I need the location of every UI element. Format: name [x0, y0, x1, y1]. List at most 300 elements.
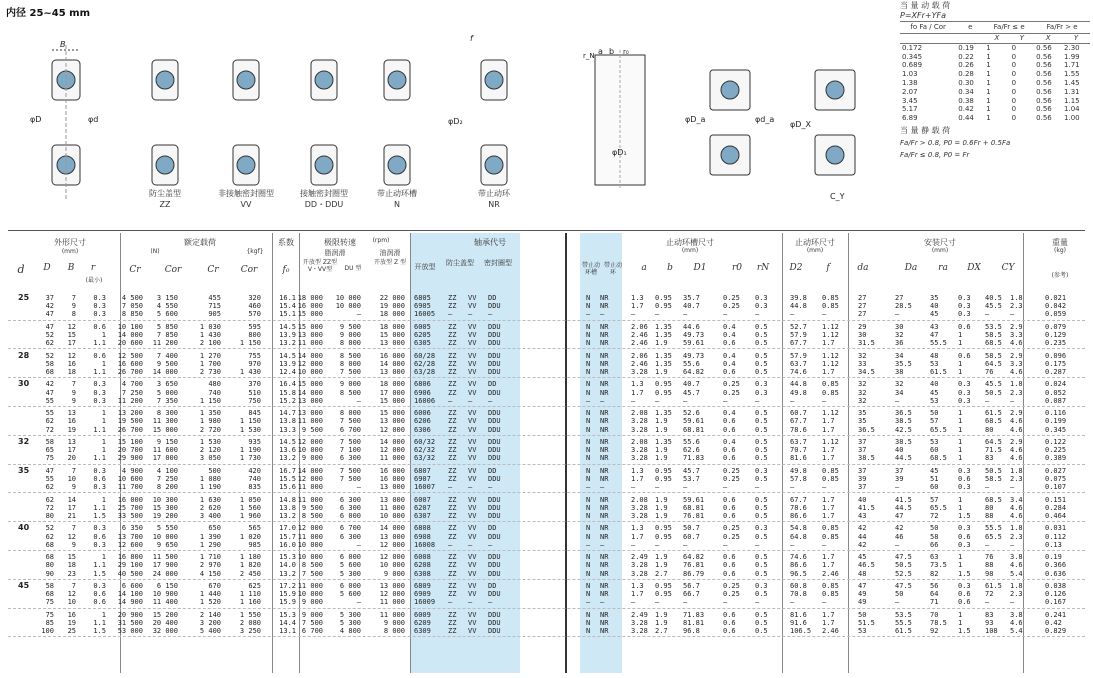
- group-divider: [8, 521, 1085, 522]
- table-cell: 480: [208, 380, 221, 389]
- table-cell: 2.3: [1010, 475, 1023, 483]
- table-cell: 13.8: [279, 503, 296, 512]
- table-cell: 3 250: [239, 627, 261, 636]
- table-cell: 22 000: [379, 294, 405, 302]
- table-cell: ZZ: [448, 495, 457, 504]
- table-cell: 3.28: [631, 368, 648, 376]
- hdr-coef: 系数: [278, 238, 294, 247]
- table-cell: 420: [248, 466, 261, 475]
- table-cell: 35.5: [895, 359, 912, 368]
- table-cell: 15 000: [379, 396, 405, 405]
- table-cell: 1.5: [958, 569, 971, 578]
- table-cell: 0.6: [958, 590, 971, 599]
- table-cell: VV: [468, 532, 477, 541]
- table-cell: 9 000: [301, 454, 323, 463]
- table-cell: 6 600: [121, 582, 143, 590]
- table-cell: 13 000: [379, 495, 405, 504]
- table-cell: —: [586, 483, 591, 492]
- table-cell: 0.6: [723, 454, 736, 463]
- table-cell: 0.5: [755, 417, 768, 426]
- hdr-rated-load: 额定载荷: [184, 238, 216, 247]
- table-cell: 0.3: [958, 388, 971, 397]
- table-cell: 12 000: [379, 540, 405, 549]
- table-cell: NR: [600, 582, 609, 590]
- table-cell: 9 000: [383, 619, 405, 627]
- table-cell: 6306: [414, 425, 431, 434]
- table-cell: 0.052: [1045, 388, 1067, 397]
- table-cell: 14 000: [297, 351, 323, 360]
- table-cell: 5 400: [199, 627, 221, 636]
- table-top-rule: [8, 230, 1085, 231]
- bore-diameter: 25: [18, 293, 30, 302]
- table-cell: 52.7: [790, 322, 807, 331]
- table-cell: 1.9: [655, 619, 668, 627]
- table-cell: 15.6: [279, 483, 296, 492]
- table-cell: NR: [600, 331, 609, 339]
- group-divider: [8, 406, 1085, 407]
- table-cell: 1: [958, 561, 963, 570]
- bearing-section-n: [384, 60, 410, 185]
- table-cell: 1: [958, 553, 963, 562]
- table-cell: 1.1: [93, 619, 106, 627]
- table-cell: —: [895, 483, 900, 492]
- bore-diameter: 35: [18, 465, 30, 475]
- table-cell: 50.5: [985, 466, 1002, 475]
- table-cell: 13 000: [297, 396, 323, 405]
- table-cell: 0.25: [723, 302, 740, 311]
- table-cell: 60.7: [790, 409, 807, 418]
- table-cell: 50: [930, 409, 939, 418]
- table-cell: 6 700: [339, 524, 361, 533]
- table-cell: DDU: [488, 561, 501, 570]
- table-cell: DDU: [488, 454, 501, 463]
- table-cell: 55.6: [683, 359, 700, 368]
- table-cell: 13.3: [279, 425, 296, 434]
- table-cell: 55: [45, 396, 54, 405]
- table-cell: 4 550: [156, 302, 178, 311]
- table-cell: 0.5: [755, 351, 768, 360]
- table-cell: 6 300: [339, 454, 361, 463]
- table-cell: 0.284: [1045, 503, 1067, 512]
- table-cell: 14.5: [279, 351, 296, 360]
- table-cell: 8 300: [156, 409, 178, 418]
- label-r0: r₀: [623, 48, 629, 56]
- table-cell: 0.85: [822, 475, 839, 483]
- table-cell: 1.3: [631, 582, 644, 590]
- table-cell: 12 000: [379, 590, 405, 599]
- table-cell: 67.7: [790, 417, 807, 426]
- table-cell: 0.112: [1045, 532, 1067, 541]
- table-cell: 0.3: [755, 388, 768, 397]
- table-cell: 72: [985, 590, 994, 599]
- table-cell: 7: [71, 294, 76, 302]
- table-cell: 64.82: [683, 368, 705, 376]
- table-cell: 6007: [414, 495, 431, 504]
- table-cell: 42: [858, 524, 867, 533]
- table-cell: 70.7: [790, 446, 807, 455]
- table-cell: —: [655, 483, 660, 492]
- table-cell: 63: [930, 553, 939, 562]
- table-cell: 64.8: [790, 532, 807, 541]
- table-cell: VV: [468, 590, 477, 599]
- table-cell: 16 000: [379, 351, 405, 360]
- table-cell: DDU: [488, 351, 501, 360]
- table-cell: 42: [895, 524, 904, 533]
- table-cell: 3.3: [1010, 331, 1023, 339]
- table-cell: 4 900: [121, 466, 143, 475]
- table-cell: 16 600: [117, 359, 143, 368]
- table-cell: 1.3: [631, 294, 644, 302]
- table-cell: 14.7: [279, 409, 296, 418]
- table-cell: 30: [858, 331, 867, 339]
- table-cell: —: [822, 310, 827, 319]
- table-cell: 5 300: [339, 619, 361, 627]
- table-cell: 2.49: [631, 553, 648, 562]
- table-cell: DDU: [488, 553, 501, 562]
- table-cell: NR: [600, 495, 609, 504]
- table-cell: 3.28: [631, 619, 648, 627]
- table-cell: 1 530: [199, 438, 221, 446]
- table-cell: 55: [45, 475, 54, 483]
- table-cell: —: [631, 310, 636, 319]
- table-cell: ZZ: [448, 582, 457, 590]
- table-cell: —: [822, 483, 827, 492]
- table-cell: 3 400: [199, 512, 221, 520]
- label-a: a: [598, 47, 603, 56]
- label-DX: φD_X: [790, 120, 811, 129]
- table-cell: 7 500: [301, 569, 323, 578]
- table-cell: 0.25: [723, 590, 740, 599]
- table-cell: 6305: [414, 339, 431, 348]
- table-cell: —: [488, 540, 493, 549]
- table-cell: 1.7: [822, 417, 835, 426]
- table-cell: 18 000: [297, 294, 323, 302]
- caption-vv: 非接触密封圈型 VV: [218, 189, 274, 209]
- table-cell: 9 500: [301, 425, 323, 434]
- table-cell: 1: [958, 368, 963, 376]
- table-cell: 53: [930, 396, 939, 405]
- table-cell: NR: [600, 409, 609, 418]
- table-cell: 0.85: [822, 380, 839, 389]
- table-cell: —: [683, 396, 688, 405]
- table-cell: N: [586, 619, 591, 627]
- table-cell: 2.7: [655, 569, 668, 578]
- table-cell: 4.6: [1010, 339, 1023, 348]
- table-cell: 78.5: [930, 619, 947, 627]
- table-cell: 10 900: [152, 590, 178, 599]
- table-cell: 1.3: [631, 466, 644, 475]
- table-cell: 30: [895, 322, 904, 331]
- table-cell: 63/28: [414, 368, 436, 376]
- table-cell: 2.3: [1010, 302, 1023, 311]
- table-cell: ZZ: [448, 425, 457, 434]
- table-cell: 31 500: [117, 619, 143, 627]
- table-cell: 106.5: [790, 627, 812, 636]
- table-cell: 75: [45, 610, 54, 619]
- table-cell: 0.6: [723, 425, 736, 434]
- table-cell: 68: [45, 553, 54, 562]
- table-cell: 57: [930, 495, 939, 504]
- table-cell: NR: [600, 454, 609, 463]
- table-cell: 9 500: [339, 322, 361, 331]
- table-cell: 1.8: [1010, 380, 1023, 389]
- table-cell: 0.5: [755, 532, 768, 541]
- table-cell: 42: [858, 540, 867, 549]
- table-cell: —: [356, 598, 361, 607]
- table-cell: 2 970: [199, 561, 221, 570]
- table-cell: 0.3: [93, 302, 106, 311]
- table-cell: 500: [208, 466, 221, 475]
- table-cell: 5 300: [339, 610, 361, 619]
- table-cell: 4 150: [199, 569, 221, 578]
- table-cell: 56: [930, 582, 939, 590]
- table-cell: 27: [858, 302, 867, 311]
- table-cell: 38: [895, 368, 904, 376]
- table-cell: 1.9: [655, 417, 668, 426]
- table-cell: 935: [248, 438, 261, 446]
- table-cell: 16006: [414, 396, 436, 405]
- table-cell: 14 000: [297, 388, 323, 397]
- table-cell: 2.9: [1010, 438, 1023, 446]
- table-cell: N: [586, 368, 591, 376]
- table-cell: ZZ: [448, 454, 457, 463]
- table-cell: 15.7: [279, 532, 296, 541]
- table-cell: 0.3: [958, 466, 971, 475]
- table-cell: VV: [468, 425, 477, 434]
- table-cell: —: [356, 540, 361, 549]
- table-cell: 1: [958, 610, 963, 619]
- caption-n: 带止动环槽 N: [377, 189, 417, 209]
- table-cell: ZZ: [448, 524, 457, 533]
- table-cell: 40.7: [683, 302, 700, 311]
- table-cell: 3 150: [156, 294, 178, 302]
- group-divider: [8, 320, 1085, 321]
- table-cell: —: [468, 396, 473, 405]
- table-cell: 8 000: [339, 409, 361, 418]
- table-cell: 36: [895, 339, 904, 348]
- table-cell: 64.5: [985, 359, 1002, 368]
- table-cell: 68: [45, 590, 54, 599]
- table-cell: 0.6: [723, 569, 736, 578]
- table-cell: N: [586, 417, 591, 426]
- table-cell: 19 000: [379, 302, 405, 311]
- table-cell: 13 000: [379, 417, 405, 426]
- table-cell: 83: [985, 454, 994, 463]
- table-cell: 1.9: [655, 368, 668, 376]
- table-cell: 67.7: [790, 339, 807, 348]
- table-cell: 44.6: [683, 322, 700, 331]
- table-cell: 0.3: [93, 380, 106, 389]
- table-cell: ZZ: [448, 302, 457, 311]
- table-cell: DD: [488, 380, 497, 389]
- table-cell: 1 150: [199, 396, 221, 405]
- table-cell: 15 300: [152, 503, 178, 512]
- static-load-formula-2: Fa/Fr ≤ 0.8, P0 = Fr: [900, 150, 970, 159]
- table-cell: 1: [101, 359, 106, 368]
- table-cell: NR: [600, 475, 609, 483]
- static-load-title: 当 量 静 载 荷: [900, 125, 951, 135]
- table-cell: 0.25: [723, 475, 740, 483]
- table-cell: VV: [468, 466, 477, 475]
- table-cell: VV: [468, 302, 477, 311]
- table-cell: 55.5: [895, 619, 912, 627]
- table-cell: 0.25: [723, 532, 740, 541]
- table-cell: 13.8: [279, 417, 296, 426]
- bearing-section-zz: [152, 60, 178, 185]
- group-divider: [8, 579, 1085, 580]
- table-cell: 3 200: [199, 619, 221, 627]
- table-cell: 6 000: [339, 512, 361, 520]
- table-cell: 62: [45, 495, 54, 504]
- table-cell: 1.35: [655, 438, 672, 446]
- col-gt: Fa/Fr > e: [1034, 22, 1090, 34]
- table-cell: 72: [930, 512, 939, 520]
- hdr-outer-dims: 外形尺寸: [54, 238, 86, 247]
- table-cell: 460: [248, 302, 261, 311]
- table-cell: 0.3: [93, 310, 106, 319]
- table-cell: 59.61: [683, 339, 705, 348]
- table-cell: 49.8: [790, 388, 807, 397]
- table-cell: —: [985, 540, 990, 549]
- table-cell: 16.0: [279, 540, 296, 549]
- table-cell: 0.5: [755, 503, 768, 512]
- table-cell: 62/28: [414, 359, 436, 368]
- table-cell: 1: [958, 409, 963, 418]
- table-cell: 17: [67, 503, 76, 512]
- table-cell: 15: [67, 553, 76, 562]
- equivalent-load-table: fo Fa / Cor e Fa/Fr ≤ e Fa/Fr > e X Y X Y 0.172 0.19 1 0 0.56 2.30 0.345 0.22 1 0 0.56 1.99 0.689 0.26 1 0 0.56 1.71 1.03 0.28 1 0 0.56 1.55 1.38 0.30 1 0 0.56 1.45 2.07 0.34 1 0 0.56 1.31 3.45 0.38 1 0 0.56 1.15 5.17 0.42 1 0 0.56 1.04 6.89 0.44 1 0 0.56 1.00: [900, 21, 1090, 123]
- table-cell: 0.042: [1045, 302, 1067, 311]
- table-cell: —: [468, 598, 473, 607]
- table-cell: 1: [958, 454, 963, 463]
- table-cell: —: [655, 310, 660, 319]
- table-cell: 0.85: [822, 466, 839, 475]
- table-cell: ZZ: [448, 532, 457, 541]
- table-cell: 11 000: [297, 339, 323, 348]
- bore-diameter: 40: [18, 523, 30, 533]
- table-cell: 17: [67, 446, 76, 455]
- table-cell: 1 350: [199, 409, 221, 418]
- table-cell: 1.9: [655, 495, 668, 504]
- table-cell: 37: [858, 483, 867, 492]
- table-cell: 49.73: [683, 351, 705, 360]
- table-cell: 320: [248, 294, 261, 302]
- table-cell: ZZ: [448, 409, 457, 418]
- bore-diameter: 45: [18, 581, 30, 590]
- table-cell: 81.6: [790, 454, 807, 463]
- table-cell: NR: [600, 302, 609, 311]
- table-cell: 715: [208, 302, 221, 311]
- table-cell: 17 900: [152, 561, 178, 570]
- table-cell: DDU: [488, 368, 501, 376]
- table-cell: 13 200: [117, 409, 143, 418]
- table-cell: 16 000: [379, 466, 405, 475]
- table-cell: 800: [248, 331, 261, 339]
- table-cell: 63/32: [414, 454, 436, 463]
- table-cell: 4 100: [156, 466, 178, 475]
- table-cell: 0.079: [1045, 322, 1067, 331]
- table-cell: 29 100: [117, 561, 143, 570]
- table-cell: 565: [248, 524, 261, 533]
- table-cell: 2.06: [631, 351, 648, 360]
- table-cell: 11 500: [152, 553, 178, 562]
- table-cell: 2 080: [239, 619, 261, 627]
- table-cell: NR: [600, 388, 609, 397]
- table-cell: 0.3: [958, 302, 971, 311]
- table-cell: N: [586, 503, 591, 512]
- table-cell: —: [586, 540, 591, 549]
- table-cell: 2.3: [1010, 388, 1023, 397]
- table-cell: 40 500: [117, 569, 143, 578]
- table-cell: 58.5: [985, 351, 1002, 360]
- table-cell: 1.7: [822, 619, 835, 627]
- table-cell: —: [586, 310, 591, 319]
- table-cell: 2.3: [1010, 590, 1023, 599]
- table-cell: NR: [600, 359, 609, 368]
- table-cell: DD: [488, 524, 497, 533]
- table-cell: 13.6: [279, 446, 296, 455]
- table-cell: —: [723, 483, 728, 492]
- table-cell: 12: [67, 590, 76, 599]
- table-cell: 16.4: [279, 380, 296, 389]
- table-cell: 48: [930, 351, 939, 360]
- table-cell: 1 550: [239, 610, 261, 619]
- table-cell: —: [985, 310, 990, 319]
- table-cell: 1.1: [93, 503, 106, 512]
- load-table-row: 2.07 0.34 1 0 0.56 1.31: [902, 87, 1080, 96]
- table-cell: NR: [600, 610, 609, 619]
- table-cell: 0.6: [958, 532, 971, 541]
- table-cell: 35: [858, 409, 867, 418]
- table-cell: 86.6: [790, 512, 807, 520]
- table-cell: 1.12: [822, 409, 839, 418]
- table-cell: 6 000: [339, 553, 361, 562]
- table-cell: 38.5: [895, 438, 912, 446]
- table-cell: 1.35: [655, 322, 672, 331]
- table-cell: 81.6: [790, 610, 807, 619]
- group-divider: [8, 435, 1085, 436]
- table-cell: 57: [930, 417, 939, 426]
- table-cell: 73.5: [930, 561, 947, 570]
- table-cell: 0.3: [958, 524, 971, 533]
- table-cell: 7 250: [156, 475, 178, 483]
- table-cell: 0.6: [93, 590, 106, 599]
- table-cell: 3 650: [156, 380, 178, 389]
- table-cell: 1.7: [822, 553, 835, 562]
- bore-diameter: 32: [18, 437, 30, 446]
- table-cell: 65: [45, 446, 54, 455]
- table-cell: 71: [930, 598, 939, 607]
- table-cell: 13 000: [379, 582, 405, 590]
- table-cell: 16005: [414, 310, 436, 319]
- table-cell: 13.2: [279, 454, 296, 463]
- table-cell: VV: [468, 582, 477, 590]
- table-cell: ZZ: [448, 512, 457, 520]
- caption-nr: 带止动环 NR: [478, 189, 510, 209]
- table-cell: 1.9: [655, 503, 668, 512]
- table-cell: 4.6: [1010, 446, 1023, 455]
- table-cell: 0.5: [755, 409, 768, 418]
- table-cell: 60/28: [414, 351, 436, 360]
- table-cell: 0.3: [958, 483, 971, 492]
- table-cell: 55: [45, 409, 54, 418]
- label-D2: φD₂: [448, 117, 463, 126]
- table-cell: 32: [858, 380, 867, 389]
- table-cell: 8 200: [156, 483, 178, 492]
- load-table-row: 0.345 0.22 1 0 0.56 1.99: [902, 52, 1080, 61]
- table-cell: 10 000: [335, 302, 361, 311]
- table-cell: 8: [71, 310, 76, 319]
